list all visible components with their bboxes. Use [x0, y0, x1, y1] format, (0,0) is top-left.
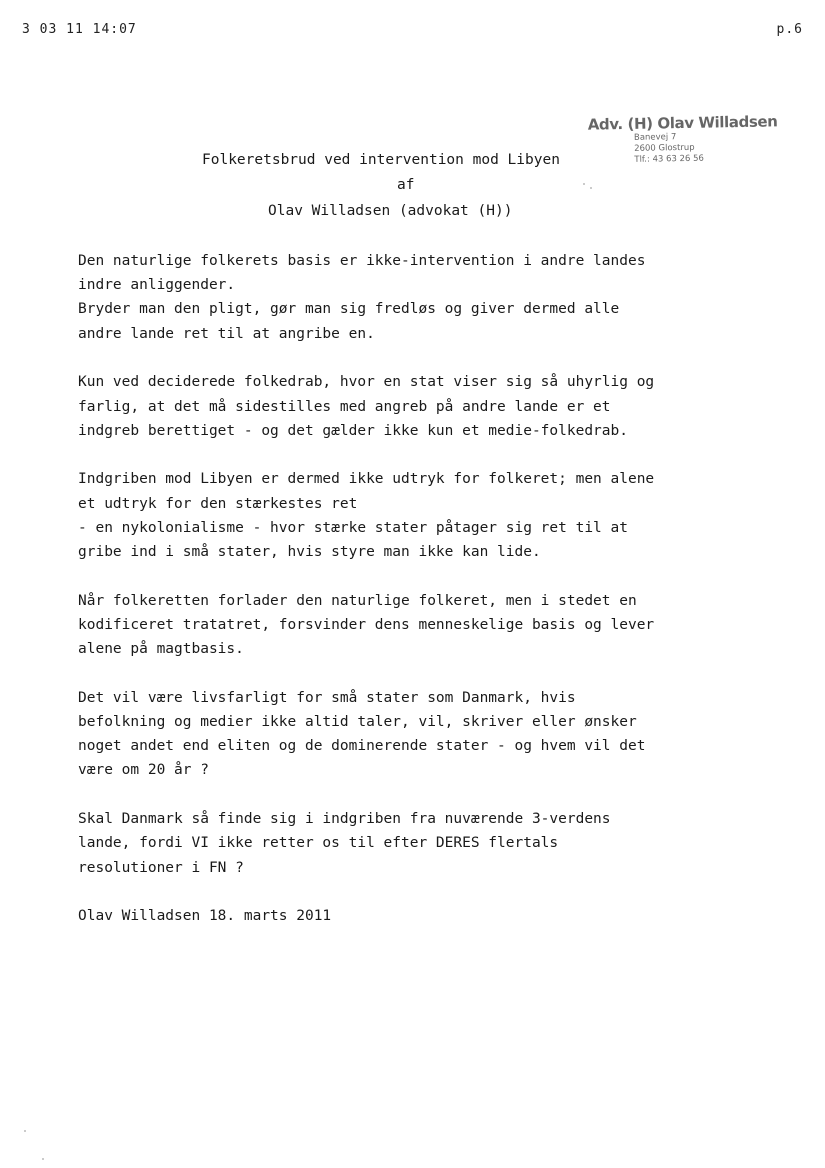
text-line: - en nykolonialisme - hvor stærke stater påtager sig ret til at — [78, 519, 628, 536]
text-line: alene på magtbasis. — [78, 641, 244, 658]
text-line: Når folkeretten forlader den naturlige folkeret, men i stedet en — [78, 592, 637, 609]
text-line: lande, fordi VI ikke retter os til efter DERES flertals — [78, 835, 559, 852]
text-line: noget andet end eliten og de dominerende stater - og hvem vil det — [78, 738, 646, 755]
stamp-address-line: 2600 Glostrup — [634, 142, 695, 154]
scan-speck — [42, 1158, 44, 1160]
text-line: Kun ved deciderede folkedrab, hvor en stat viser sig så uhyrlig og — [78, 374, 655, 391]
text-line: befolkning og medier ikke altid taler, vil, skriver eller ønsker — [78, 714, 637, 731]
letter-body — [78, 249, 798, 928]
scan-speck — [583, 183, 585, 185]
title-line: Folkeretsbrud ved intervention mod Libyen — [202, 152, 560, 168]
paragraph — [78, 370, 798, 443]
signature-line: Olav Willadsen 18. marts 2011 — [78, 908, 332, 925]
text-line: andre lande ret til at angribe en. — [78, 325, 375, 342]
text-line: farlig, at det må sidestilles med angreb på andre lande er et — [78, 398, 611, 415]
text-line: indre anliggender. — [78, 277, 236, 294]
stamp-name: Adv. (H) Olav Willadsen — [587, 112, 778, 134]
paragraph — [78, 589, 798, 662]
fax-timestamp: 3 03 11 14:07 — [22, 22, 137, 37]
stamp-phone-line: Tlf.: 43 63 26 56 — [634, 153, 705, 165]
lawyer-stamp — [588, 112, 779, 166]
paragraph — [78, 807, 798, 880]
text-line: Skal Danmark så finde sig i indgriben fra nuværende 3-verdens — [78, 811, 611, 828]
text-line: Den naturlige folkerets basis er ikke-intervention i andre landes — [78, 253, 646, 269]
text-line: Bryder man den pligt, gør man sig fredløs og giver dermed alle — [78, 301, 620, 318]
author-line: Olav Willadsen (advokat (H)) — [268, 203, 513, 219]
text-line: kodificeret tratatret, forsvinder dens menneskelige basis og lever — [78, 616, 655, 633]
paragraph — [78, 467, 798, 564]
stamp-address-line: Banevej 7 — [633, 132, 677, 143]
paragraph — [78, 249, 798, 346]
scan-speck — [24, 1130, 26, 1132]
fax-page-number: p.6 — [776, 22, 803, 37]
title-by-line: af — [397, 177, 415, 193]
text-line: et udtryk for den stærkestes ret — [78, 495, 358, 512]
text-line: indgreb berettiget - og det gælder ikke kun et medie-folkedrab. — [78, 422, 628, 439]
text-line: være om 20 år ? — [78, 762, 209, 779]
text-line: resolutioner i FN ? — [78, 859, 244, 876]
scan-speck — [590, 187, 592, 189]
text-line: Det vil være livsfarligt for små stater som Danmark, hvis — [78, 689, 576, 706]
text-line: Indgriben mod Libyen er dermed ikke udtryk for folkeret; men alene — [78, 471, 655, 488]
paragraph — [78, 686, 798, 783]
text-line: gribe ind i små stater, hvis styre man ikke kan lide. — [78, 544, 541, 561]
